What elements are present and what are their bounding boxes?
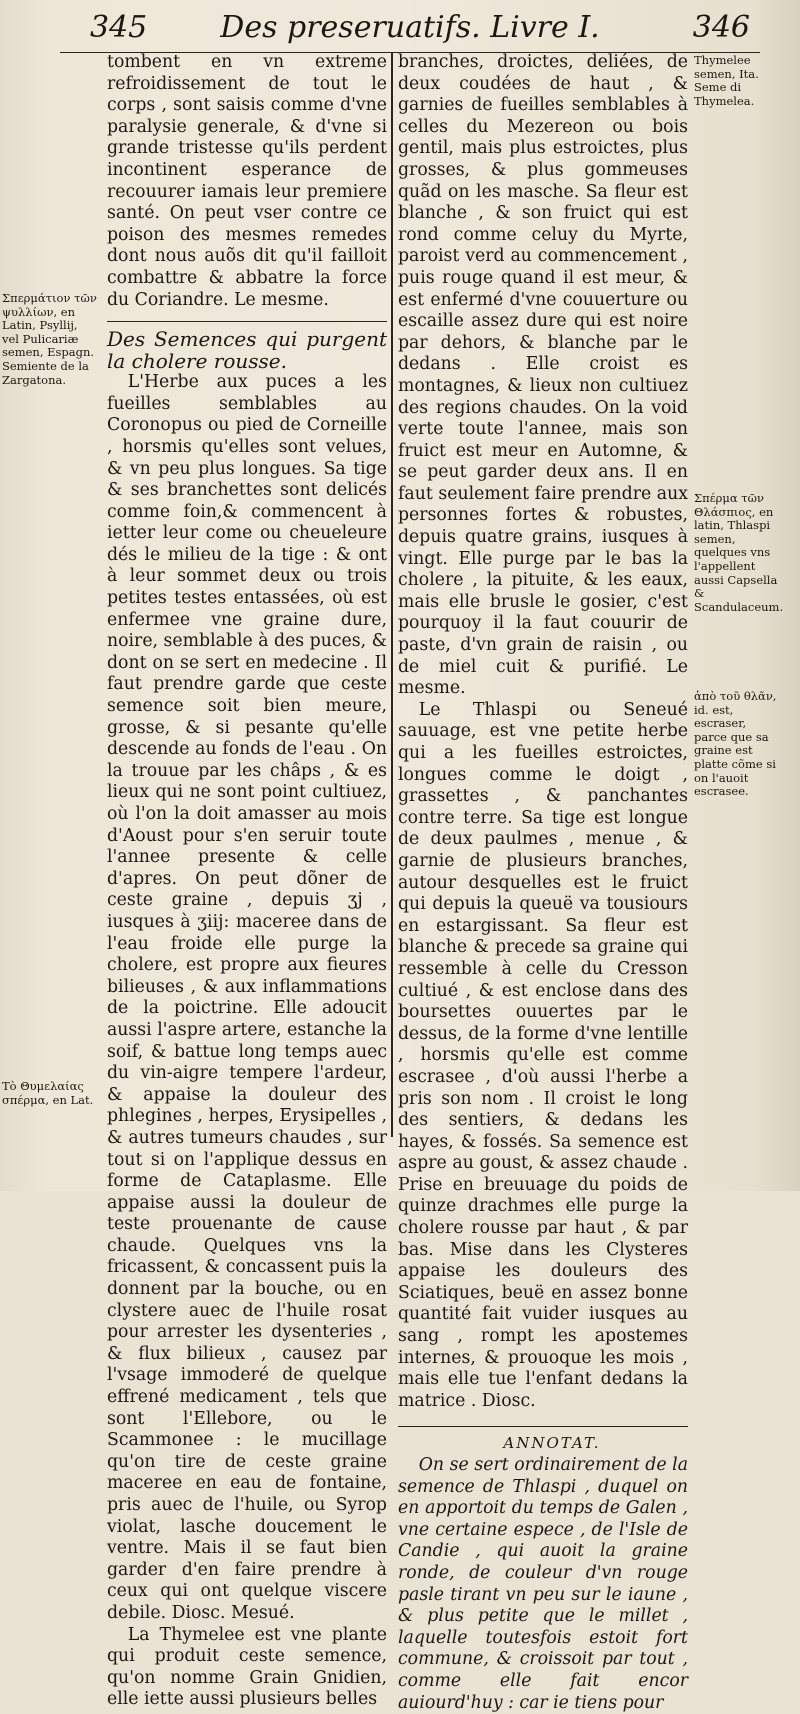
left-column <box>107 52 387 1711</box>
margin-note-thymelee: Thymelee semen, Ita. Seme di Thymelea. <box>694 53 759 108</box>
right-column <box>398 52 688 1714</box>
annotation-block <box>398 1433 688 1714</box>
left-paragraph-3: La Thymelee est vne plante qui produit ceste semence, qu'on nomme Grain Gnidien, elle iette aussi plusieurs belles <box>107 1624 387 1710</box>
column-divider <box>391 52 393 1137</box>
annotation-title: ANNOTAT. <box>503 1434 601 1453</box>
annotation-rule <box>398 1426 688 1427</box>
folio-right: 346 <box>692 10 750 45</box>
folio-left: 345 <box>90 10 148 45</box>
annotation-text: On se sert ordinairement de la semence de Thlaspi , duquel on en apportoit du temps de Galen , vne certaine espece , de l'Isle de Candie , qui auoit la graine ronde, de couleur d'vn rouge pasle tirant vn peu sur le iaune , & plus petite que le millet , laquelle toutesfois estoit fort commune, & croissoit par tout , comme elle fait encor auiourd'huy : car ie tiens pour <box>398 1455 688 1713</box>
margin-note-thymelee-greek: Τὸ Θυμελαίας σπέρμα, en Lat. <box>2 1079 94 1107</box>
left-paragraph-2: L'Herbe aux puces a les fueilles semblables au Coronopus ou pied de Corneille , horsmis qu'elles sont velues, & vn peu plus longues. Sa tige & ses branchettes sont delicés comme foin,& commencent à ietter leur come ou cheueleure dés le milieu de la tige : & ont à leur sommet deux ou trois petites testes entassées, où est enfermee vne graine dure, noire, semblable à des puces, & dont on se sert en medecine . Il faut prendre garde que ceste semence soit bien meure, grosse, & si pesante qu'elle descende au fonds de l'eau . On la trouue par les châps , & es lieux qui ne sont point cultiuez, où l'on la doit amasser au mois d'Aoust pour s'en seruir toute l'annee presente & celle d'apres. On peut dõner de ceste graine , depuis ʒj , iusques à ʒiij: maceree dans de l'eau froide elle purge la cholere, est propre aux fieures bilieuses , & aux inflammations de la poictrine. Elle adoucit aussi l'aspre artere, estanche la soif, & battue long temps auec du vin-aigre tempere l'ardeur, & appaise la douleur des phlegines , herpes, Erysipelles , & autres tumeurs chaudes , sur tout si on l'applique dessus en forme de Cataplasme. Elle appaise aussi la douleur de teste prouenante de cause chaude. Quelques vns la fricassent, & concassent puis la donnent par la bouche, ou en clystere auec de l'huile rosat pour arrester les dysenteries , & flux bilieux , causez par l'vsage immoderé de quelque effrené medicament , tels que sont l'Ellebore, ou le Scammonee : le mucillage qu'on tire de ceste graine maceree en eau de fontaine, pris auec de l'huile, ou Syrop violat, lasche doucement le ventre. Mais il se faut bien garder d'en faire prendre à ceux qui ont quelque viscere debile. Diosc. Mesué. <box>107 372 388 1623</box>
margin-note-thlaspi: Σπέρμα τῶν Θλάσπιος, en latin, Thlaspi semen, quelques vns l'appellent aussi Capsella & Scandulaceum. <box>694 491 784 614</box>
running-title: Des preseruatifs. Livre I. <box>220 10 600 45</box>
right-paragraph-2: Le Thlaspi ou Seneué sauuage, est vne petite herbe qui a les fueilles estroictes, longues comme le doigt , grassettes , & panchantes contre terre. Sa tige est longue de deux paulmes , menue , & garnie de plusieurs branches, autour desquelles est le fruict qui depuis la queuë va tousiours en estargissant. Sa fleur est blanche & precede sa graine qui ressemble à celle du Cresson cultiué , & est enclose dans des boursettes ouuertes par le dessus, de la forme d'vne lentille , horsmis qu'elle est comme escrasee , d'où aussi l'herbe a pris son nom . Il croist le long des sentiers, & dedans les hayes, & fossés. Sa semence est aspre au goust, & assez chaude . Prise en breuuage du poids de quinze drachmes elle purge la cholere rousse par haut , & par bas. Mise dans les Clysteres appaise les douleurs des Sciatiques, beuë en assez bonne quantité fait vuider iusques au sang , rompt les apostemes internes, & prouoque les mois , mais elle tue l'enfant dedans la matrice . Diosc. <box>398 699 688 1411</box>
right-paragraph-1: branches, droictes, deliées, de deux coudées de haut , & garnies de fueilles semblables à celles du Mezereon ou bois gentil, mais plus estroictes, plus grosses, & plus gommeuses quãd on les masche. Sa fleur est blanche , & son fruict qui est rond comme celuy du Myrte, paroist verd au commencement , puis rouge quand il est meur, & est enfermé d'vne couuerture ou escaille assez dure qui est noire par dehors, & blanche par le dedans . Elle croist es montagnes, & lieux non cultiuez des regions chaudes. On la void verte toute l'annee, mais son fruict est meur en Automne, & se peut garder deux ans. Il en faut seulement faire prendre aux personnes fortes & robustes, depuis quatre grains, iusques à vingt. Elle purge par le bas la cholere , la pituite, & les eaux, mais elle brusle le gosier, c'est pourquoy il la faut couurir de paste, d'vn grain de raisin , ou de miel cuit & purifié. Le mesme. <box>398 52 688 699</box>
left-paragraph-1: tombent en vn extreme refroidissement de tout le corps , sont saisis comme d'vne paralysie generale, & d'vne si grande tristesse qu'ils perdent incontinent esperance de recouurer iamais leur premiere santé. On peut vser contre ce poison des mesmes remedes dont nous auõs dit qu'il failloit combattre & abbatre la force du Coriandre. Le mesme. <box>107 52 387 310</box>
section-heading: Des Semences qui purgent la cholere rousse. <box>107 327 387 374</box>
section-rule <box>107 321 387 322</box>
margin-note-etymology: ἀπὸ τοῦ θλᾶν, id. est, escraser, parce que sa graine est platte cõme si on l'auoit escrasee. <box>694 689 777 799</box>
margin-note-psyllium: Σπερμάτιον τῶν ψυλλίων, en Latin, Psyllij, vel Pulicariæ semen, Espagn. Semiente de la Zargatona. <box>2 291 97 387</box>
page-header <box>60 8 760 53</box>
